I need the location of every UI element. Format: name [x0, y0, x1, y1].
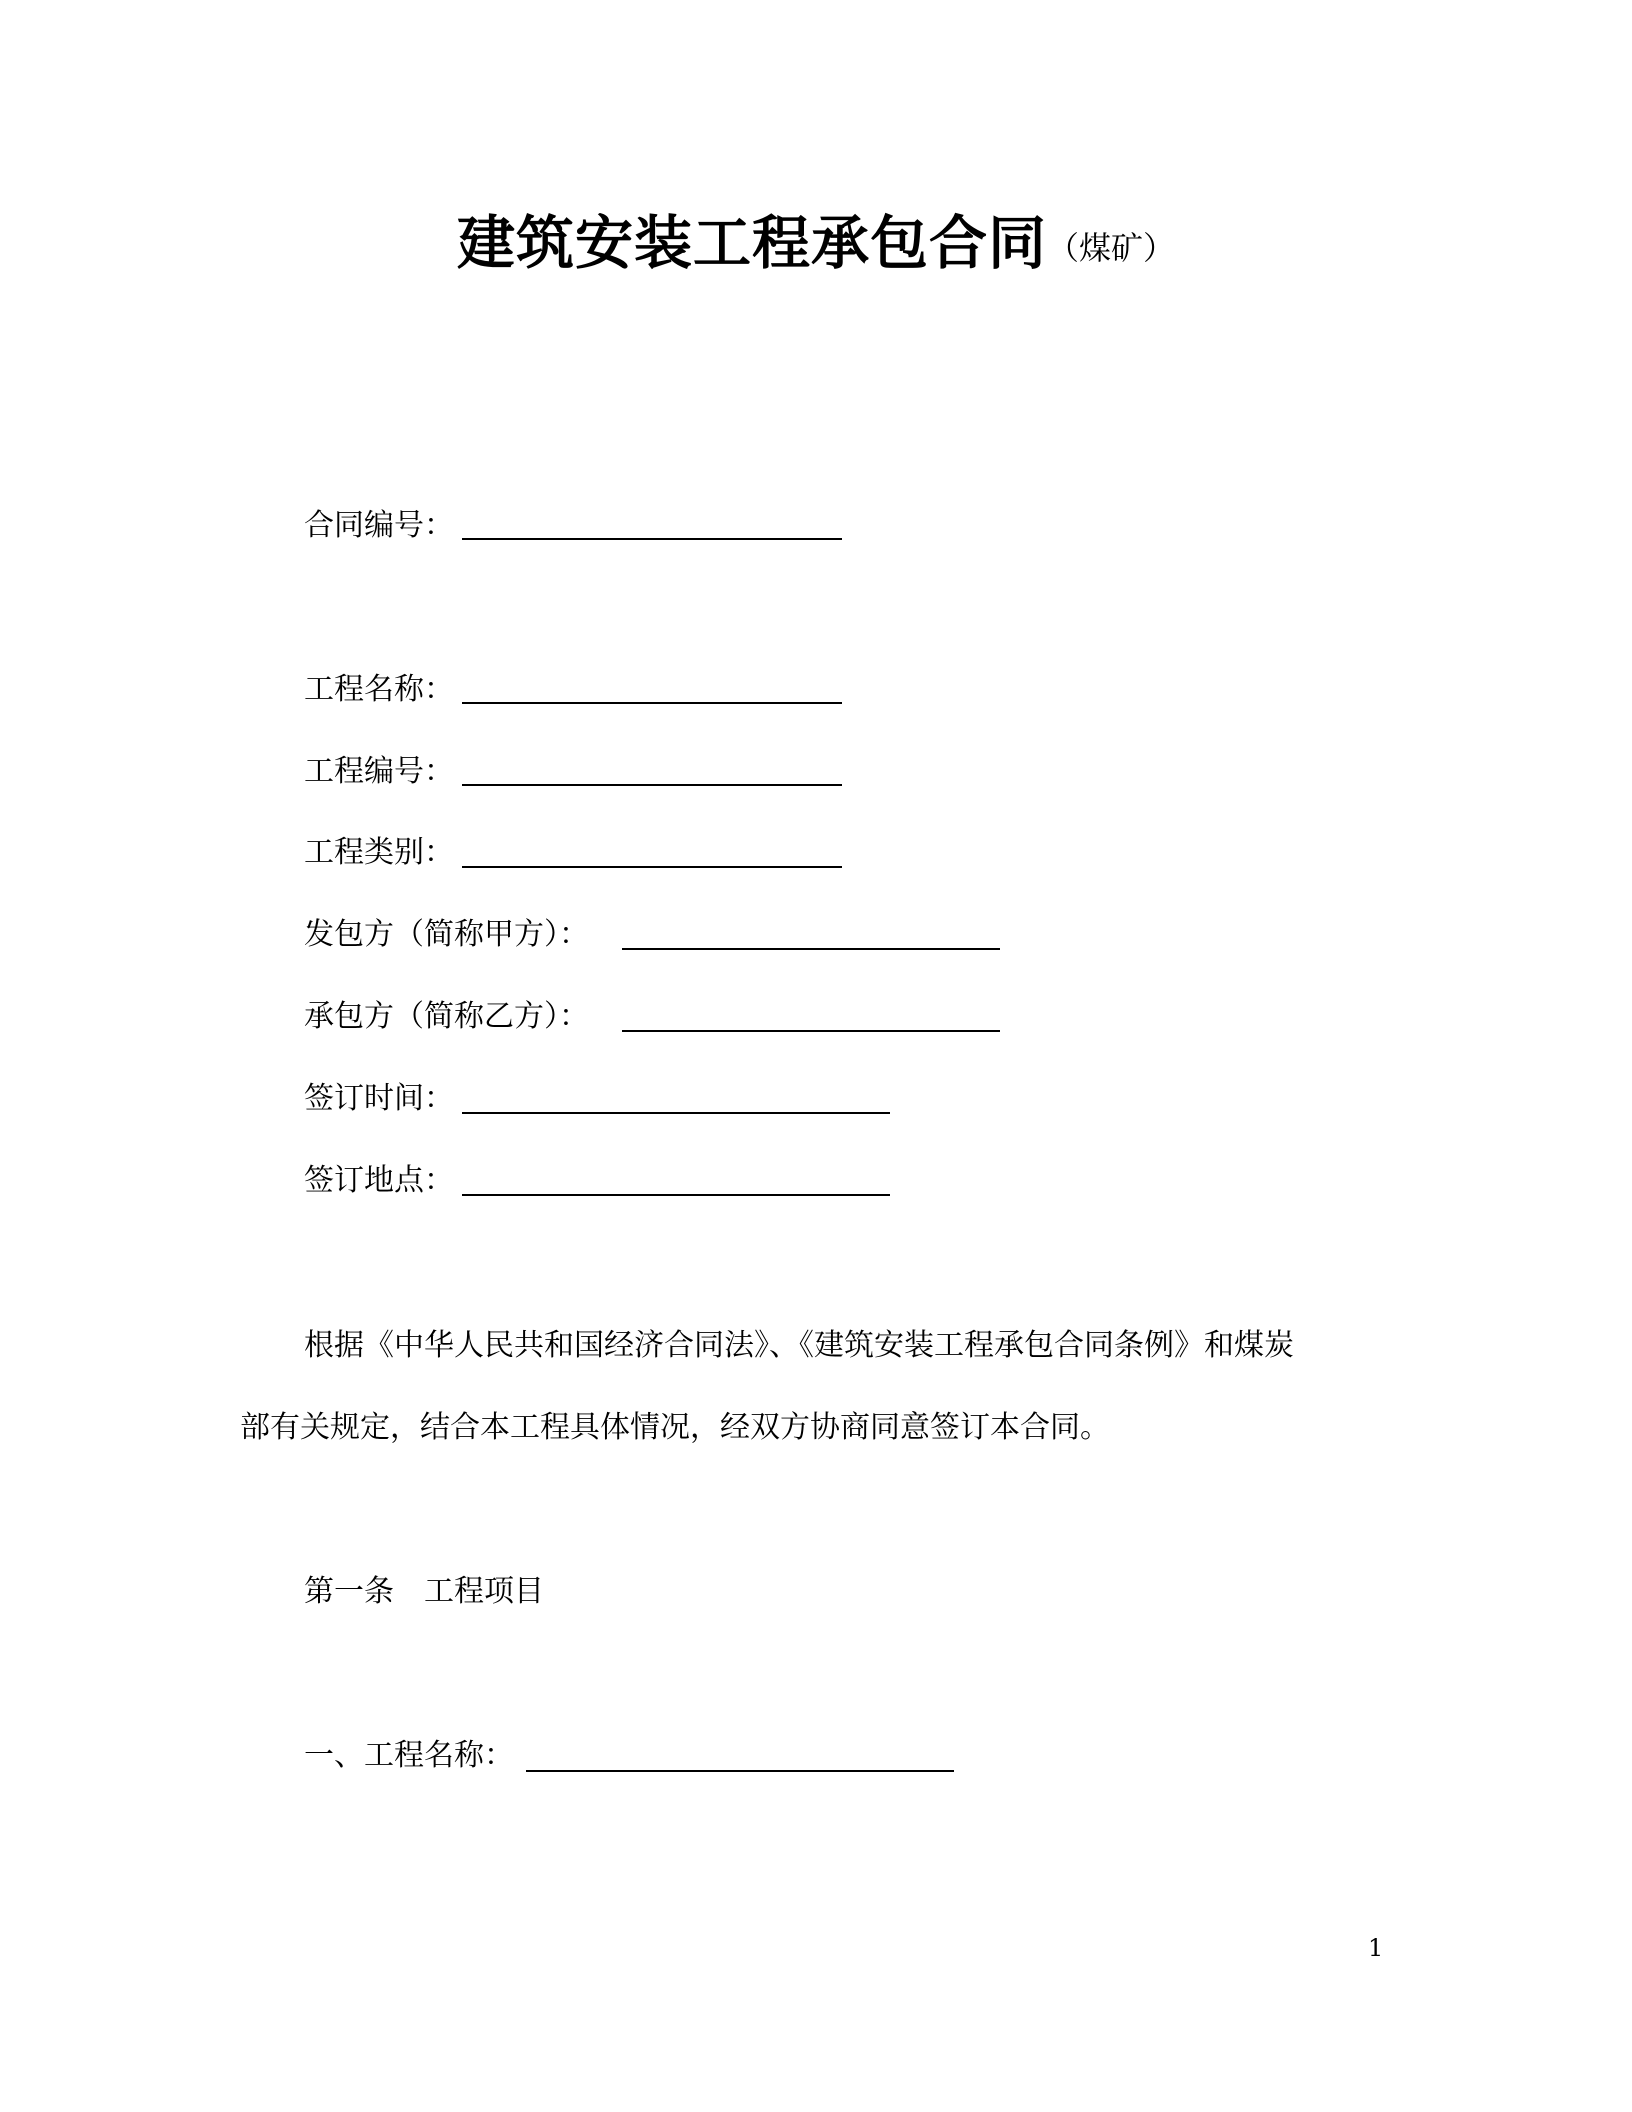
sign-place-label: 签订地点： [304, 1163, 454, 1198]
party-b-label: 承包方（简称乙方）： [304, 999, 589, 1034]
page-number: 1 [1368, 1934, 1384, 1962]
party-a-label: 发包方（简称甲方）： [304, 917, 589, 952]
project-type-label: 工程类别： [304, 835, 454, 870]
party-a-blank[interactable] [622, 948, 1000, 950]
project-no-label: 工程编号： [304, 754, 454, 789]
contract-no-blank[interactable] [462, 538, 842, 540]
item-1-project-name-blank[interactable] [526, 1770, 954, 1772]
document-title [0, 196, 1632, 280]
title-main: 建筑安装工程承包合同 [456, 209, 1047, 277]
sign-place-blank[interactable] [462, 1194, 890, 1196]
project-name-label: 工程名称： [304, 672, 454, 707]
contract-no-label: 合同编号： [304, 508, 454, 543]
project-type-blank[interactable] [462, 866, 842, 868]
sign-time-blank[interactable] [462, 1112, 890, 1114]
article-1-heading: 第一条 工程项目 [304, 1574, 544, 1609]
party-b-blank[interactable] [622, 1030, 1000, 1032]
intro-paragraph-line1: 根据《中华人民共和国经济合同法》、《建筑安装工程承包合同条例》和煤炭 [304, 1328, 1294, 1363]
item-1-project-name-label: 一、工程名称： [304, 1738, 514, 1773]
sign-time-label: 签订时间： [304, 1081, 454, 1116]
project-no-blank[interactable] [462, 784, 842, 786]
intro-paragraph-line2: 部有关规定，结合本工程具体情况，经双方协商同意签订本合同。 [240, 1410, 1110, 1445]
project-name-blank[interactable] [462, 702, 842, 704]
title-suffix: （煤矿） [1047, 229, 1176, 267]
